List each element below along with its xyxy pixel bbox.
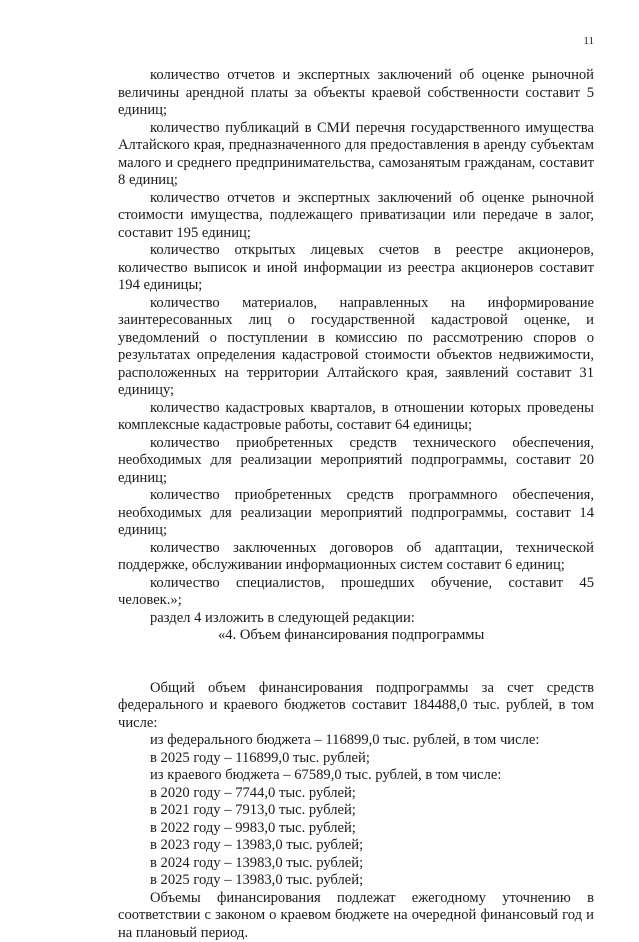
- funding-line: в 2022 году – 9983,0 тыс. рублей;: [118, 820, 594, 838]
- paragraph-cadastral-valuation: количество материалов, направленных на информирование заинтересованных лиц о государственной кадастровой оценке, и уведомлений о поступлении в комиссию по рассмотрению споров о результатах определения кадастровой стоимости объектов недвижимости, расположенных на территории Алтайского края, заявлений составит 31 единицу;: [118, 295, 594, 400]
- paragraph-technical-equipment: количество приобретенных средств технического обеспечения, необходимых для реализации мероприятий подпрограммы, составит 20 единиц;: [118, 435, 594, 488]
- page-number: 11: [583, 34, 594, 48]
- paragraph-media-publications: количество публикаций в СМИ перечня государственного имущества Алтайского края, предназначенного для предоставления в аренду субъектам малого и среднего предпринимательства, самозанятым гражданам, составит 8 единиц;: [118, 120, 594, 190]
- spacer: [118, 645, 594, 680]
- funding-line: в 2025 году – 116899,0 тыс. рублей;: [118, 750, 594, 768]
- funding-line: из краевого бюджета – 67589,0 тыс. рублей, в том числе:: [118, 767, 594, 785]
- document-body: [118, 67, 594, 942]
- funding-line: в 2021 году – 7913,0 тыс. рублей;: [118, 802, 594, 820]
- paragraph-annual-adjustment: Объемы финансирования подлежат ежегодному уточнению в соответствии с законом о краевом бюджете на очередной финансовый год и на плановый период.: [118, 890, 594, 942]
- paragraph-total-funding: Общий объем финансирования подпрограммы за счет средств федерального и краевого бюджетов составит 184488,0 тыс. рублей, в том числе:: [118, 680, 594, 733]
- paragraph-shareholder-accounts: количество открытых лицевых счетов в реестре акционеров, количество выписок и иной информации из реестра акционеров составит 194 единицы;: [118, 242, 594, 295]
- paragraph-appraisal-market-value: количество отчетов и экспертных заключений об оценке рыночной стоимости имущества, подлежащего приватизации или передаче в залог, составит 195 единиц;: [118, 190, 594, 243]
- paragraph-software: количество приобретенных средств программного обеспечения, необходимых для реализации мероприятий подпрограммы, составит 14 единиц;: [118, 487, 594, 540]
- paragraph-appraisal-rent: количество отчетов и экспертных заключений об оценке рыночной величины арендной платы за объекты краевой собственности составит 5 единиц;: [118, 67, 594, 120]
- funding-line: в 2023 году – 13983,0 тыс. рублей;: [118, 837, 594, 855]
- section-heading: «4. Объем финансирования подпрограммы: [118, 627, 594, 645]
- funding-line: из федерального бюджета – 116899,0 тыс. рублей, в том числе:: [118, 732, 594, 750]
- paragraph-support-contracts: количество заключенных договоров об адаптации, технической поддержке, обслуживании информационных систем составит 6 единиц;: [118, 540, 594, 575]
- funding-line: в 2025 году – 13983,0 тыс. рублей;: [118, 872, 594, 890]
- funding-line: в 2024 году – 13983,0 тыс. рублей;: [118, 855, 594, 873]
- paragraph-trained-specialists: количество специалистов, прошедших обучение, составит 45 человек.»;: [118, 575, 594, 610]
- funding-line: в 2020 году – 7744,0 тыс. рублей;: [118, 785, 594, 803]
- paragraph-cadastral-quarters: количество кадастровых кварталов, в отношении которых проведены комплексные кадастровые работы, составит 64 единицы;: [118, 400, 594, 435]
- paragraph-section-4-intro: раздел 4 изложить в следующей редакции:: [118, 610, 594, 628]
